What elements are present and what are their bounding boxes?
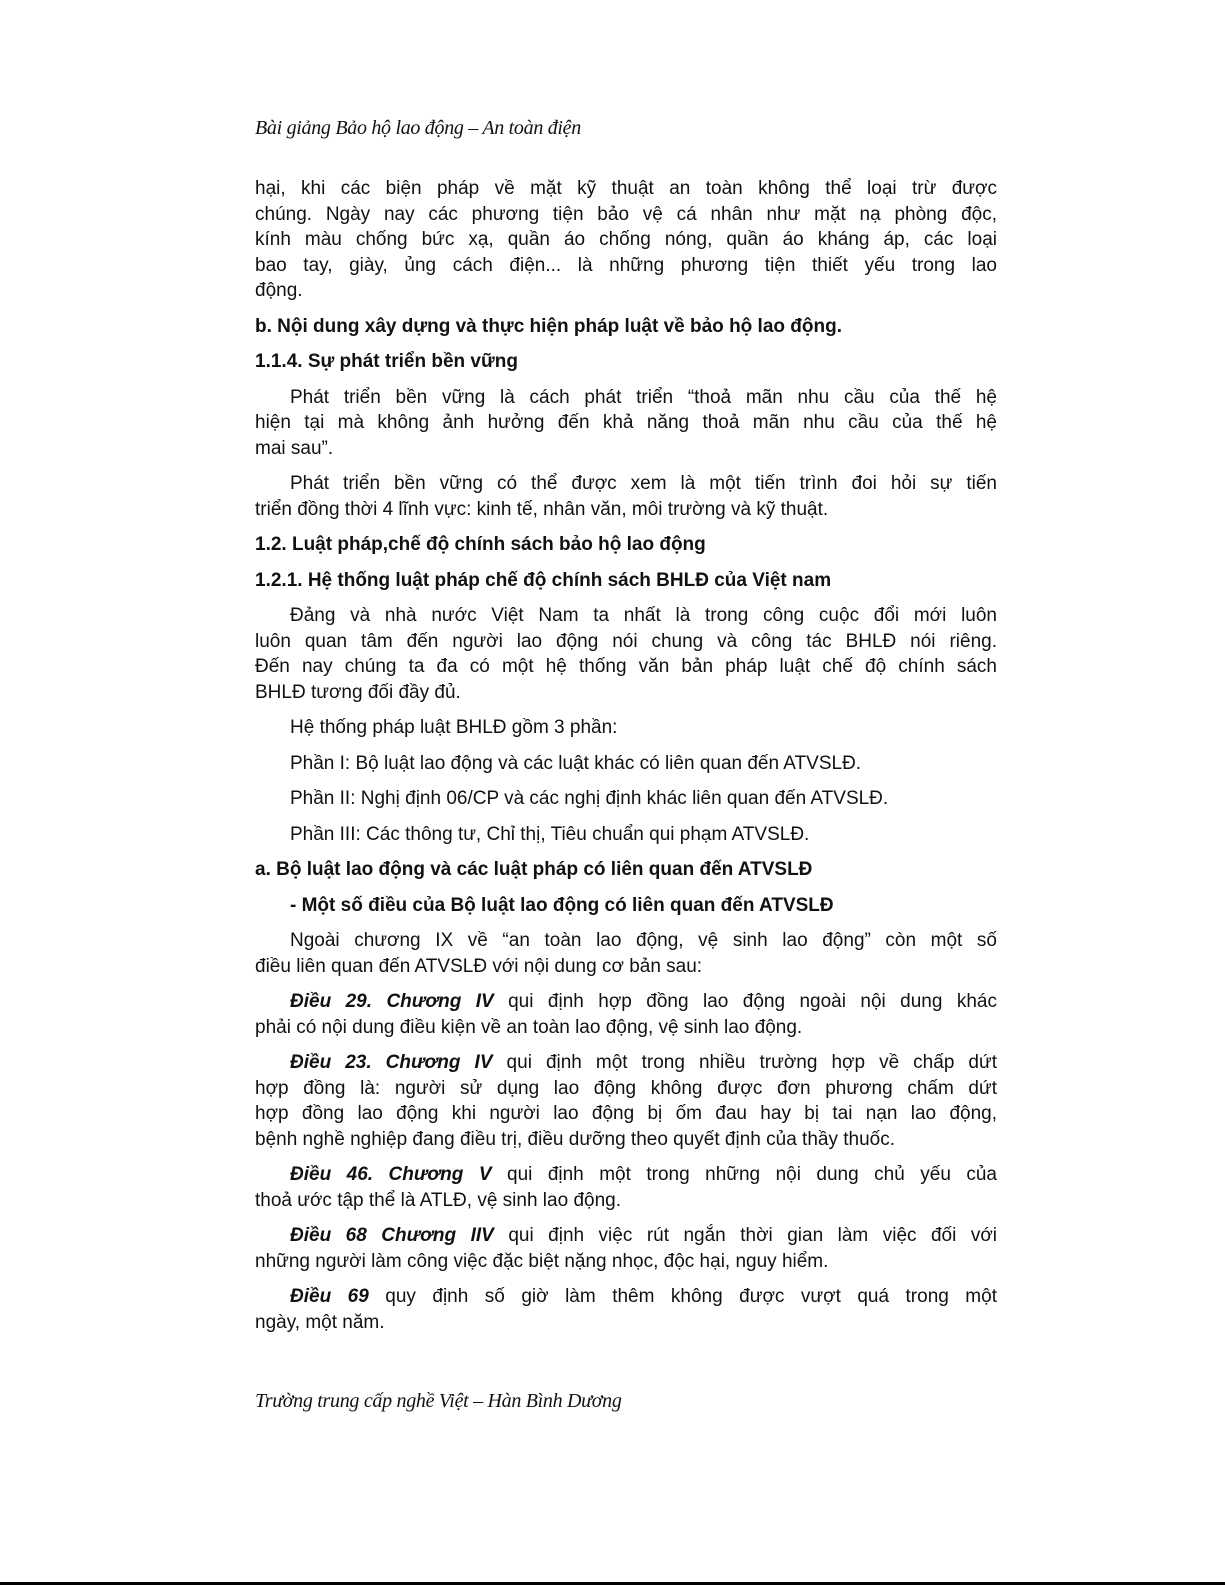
text-line xyxy=(255,1284,997,1310)
text-line xyxy=(255,1188,997,1214)
paragraph xyxy=(255,176,997,304)
paragraph xyxy=(255,1223,997,1274)
text-line xyxy=(255,786,997,812)
text-line xyxy=(255,751,997,777)
article-reference: Điều 68 Chương IIV xyxy=(290,1225,494,1246)
text-line xyxy=(255,603,997,629)
text-line xyxy=(255,1162,997,1188)
line-text: mai sau”. xyxy=(255,437,334,459)
line-text: qui định một trong những nội dung chủ yếu của xyxy=(491,1164,997,1185)
line-text: Phát triển bền vững là cách phát triển “thoả mãn nhu cầu của thế hệ xyxy=(290,386,997,408)
text-line xyxy=(255,1223,997,1249)
section-heading xyxy=(255,349,997,375)
line-text: 1.2.1. Hệ thống luật pháp chế độ chính sách BHLĐ của Việt nam xyxy=(255,569,832,591)
text-line xyxy=(255,1015,997,1041)
article-reference: Điều 29. Chương IV xyxy=(290,991,494,1012)
text-line xyxy=(255,253,997,279)
text-line xyxy=(255,1127,997,1153)
line-text: bao tay, giày, ủng cách điện... là những phương tiện thiết yếu trong lao xyxy=(255,254,997,276)
line-text: Phần II: Nghị định 06/CP và các nghị định khác liên quan đến ATVSLĐ. xyxy=(290,788,889,809)
paragraph xyxy=(255,1284,997,1335)
line-text: Đảng và nhà nước Việt Nam ta nhất là trong công cuộc đổi mới luôn xyxy=(290,605,997,626)
line-text: a. Bộ luật lao động và các luật pháp có liên quan đến ATVSLĐ xyxy=(255,859,813,880)
section-heading xyxy=(255,314,997,340)
line-text: 1.1.4. Sự phát triển bền vững xyxy=(255,351,518,372)
text-line xyxy=(255,227,997,253)
text-line xyxy=(255,954,997,980)
text-line xyxy=(255,176,997,202)
paragraph xyxy=(255,989,997,1040)
line-text: hợp đồng lao động khi người lao động bị ốm đau hay bị tai nạn lao động, xyxy=(255,1103,997,1124)
line-text: Phần I: Bộ luật lao động và các luật khác có liên quan đến ATVSLĐ. xyxy=(290,752,862,774)
line-text: - Một số điều của Bộ luật lao động có liên quan đến ATVSLĐ xyxy=(290,894,834,916)
line-text: ngày, một năm. xyxy=(255,1311,385,1333)
text-line xyxy=(255,202,997,228)
line-text: hợp đồng là: người sử dụng lao động không được đơn phương chấm dứt xyxy=(255,1077,997,1099)
text-line xyxy=(255,1249,997,1275)
text-line xyxy=(255,822,997,848)
text-line xyxy=(255,568,997,594)
line-text: bệnh nghề nghiệp đang điều trị, điều dưỡng theo quyết định của thầy thuốc. xyxy=(255,1128,895,1150)
line-text: 1.2. Luật pháp,chế độ chính sách bảo hộ lao động xyxy=(255,534,706,555)
text-line xyxy=(255,532,997,558)
paragraph xyxy=(255,1050,997,1152)
text-line xyxy=(255,314,997,340)
section-heading xyxy=(255,532,997,558)
text-line xyxy=(255,629,997,655)
line-text: BHLĐ tương đối đầy đủ. xyxy=(255,681,461,703)
line-text: b. Nội dung xây dựng và thực hiện pháp luật về bảo hộ lao động. xyxy=(255,315,842,337)
text-line xyxy=(255,385,997,411)
line-text: Phần III: Các thông tư, Chỉ thị, Tiêu chuẩn qui phạm ATVSLĐ. xyxy=(290,823,810,845)
text-line xyxy=(255,893,997,919)
text-line xyxy=(255,497,997,523)
text-line xyxy=(255,715,997,741)
text-line xyxy=(255,857,997,883)
line-text: qui định hợp đồng lao động ngoài nội dung khác xyxy=(493,991,997,1012)
text-line xyxy=(255,654,997,680)
article-reference: Điều 23. Chương IV xyxy=(290,1052,493,1073)
line-text: Phát triển bền vững có thể được xem là một tiến trình đoi hỏi sự tiến xyxy=(290,473,997,494)
line-text: hại, khi các biện pháp về mặt kỹ thuật an toàn không thể loại trừ được xyxy=(255,178,997,199)
line-text: hiện tại mà không ảnh hưởng đến khả năng thoả mãn nhu cầu của thế hệ xyxy=(255,412,997,433)
article-reference: Điều 46. Chương V xyxy=(290,1164,492,1185)
line-text: Đến nay chúng ta đa có một hệ thống văn bản pháp luật chế độ chính sách xyxy=(255,656,997,677)
page-footer: Trường trung cấp nghề Việt – Hàn Bình Dương xyxy=(255,1390,622,1412)
page-body xyxy=(255,176,997,1335)
line-text: qui định việc rút ngắn thời gian làm việc đối với xyxy=(493,1225,998,1246)
text-line xyxy=(255,349,997,375)
text-line xyxy=(255,278,997,304)
text-line xyxy=(255,1076,997,1102)
line-text: Ngoài chương IX về “an toàn lao động, vệ sinh lao động” còn một số xyxy=(290,930,997,951)
text-line xyxy=(255,410,997,436)
paragraph xyxy=(255,471,997,522)
section-heading xyxy=(255,893,997,919)
line-text: luôn quan tâm đến người lao động nói chung và công tác BHLĐ nói riêng. xyxy=(255,630,997,652)
line-text: triển đồng thời 4 lĩnh vực: kinh tế, nhân văn, môi trường và kỹ thuật. xyxy=(255,498,829,520)
text-line xyxy=(255,1310,997,1336)
text-line xyxy=(255,680,997,706)
paragraph xyxy=(255,603,997,705)
paragraph xyxy=(255,928,997,979)
section-heading xyxy=(255,857,997,883)
line-text: thoả ước tập thể là ATLĐ, vệ sinh lao động. xyxy=(255,1189,621,1211)
article-reference: Điều 69 xyxy=(290,1286,369,1307)
line-text: phải có nội dung điều kiện về an toàn lao động, vệ sinh lao động. xyxy=(255,1016,803,1038)
line-text: chúng. Ngày nay các phương tiện bảo vệ cá nhân như mặt nạ phòng độc, xyxy=(255,203,997,225)
text-line xyxy=(255,436,997,462)
text-line xyxy=(255,1050,997,1076)
line-text: quy định số giờ làm thêm không được vượt quá trong một xyxy=(368,1286,997,1307)
line-text: kính màu chống bức xạ, quần áo chống nóng, quần áo kháng áp, các loại xyxy=(255,229,997,250)
text-line xyxy=(255,928,997,954)
paragraph xyxy=(255,1162,997,1213)
text-line xyxy=(255,989,997,1015)
paragraph xyxy=(255,786,997,812)
line-text: những người làm công việc đặc biệt nặng nhọc, độc hại, nguy hiểm. xyxy=(255,1250,829,1272)
paragraph xyxy=(255,715,997,741)
line-text: điều liên quan đến ATVSLĐ với nội dung cơ bản sau: xyxy=(255,955,703,977)
line-text: qui định một trong nhiều trường hợp về chấp dứt xyxy=(492,1052,997,1073)
line-text: Hệ thống pháp luật BHLĐ gồm 3 phần: xyxy=(290,717,618,738)
text-line xyxy=(255,471,997,497)
line-text: động. xyxy=(255,280,303,301)
page-header: Bài giảng Bảo hộ lao động – An toàn điện xyxy=(255,117,581,139)
text-line xyxy=(255,1101,997,1127)
paragraph xyxy=(255,385,997,462)
section-heading xyxy=(255,568,997,594)
paragraph xyxy=(255,822,997,848)
paragraph xyxy=(255,751,997,777)
